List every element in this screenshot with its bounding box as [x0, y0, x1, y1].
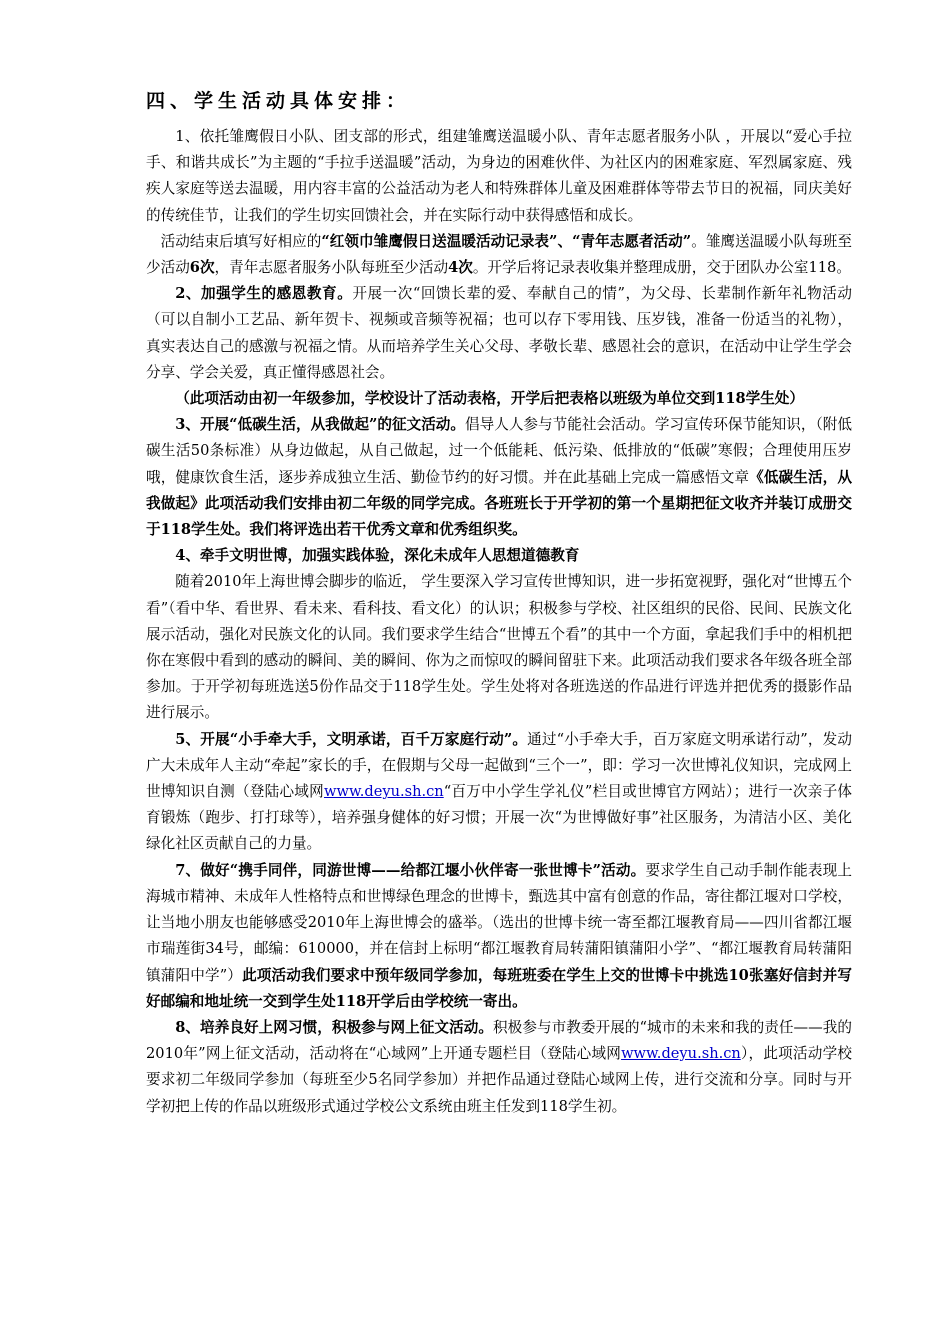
section-heading: 四、学生活动具体安排：	[146, 90, 411, 112]
p8-text-1: 通过“小手牵大手，百万家庭文明承诺行动”，发动广大未成年人主动“牵起”家长的手，在假期与父母一起做到“三个一”，即：学习一次世博礼仪知识，完成网上世博知识自测（登陆心域网	[146, 730, 852, 801]
paragraph-5	[146, 412, 852, 543]
deyu-link-1[interactable]: www.deyu.sh.cn	[323, 783, 444, 801]
paragraph-10	[146, 1015, 852, 1120]
document-page	[146, 84, 852, 1120]
p5-title: 3、开展“低碳生活，从我做起”的征文活动。	[175, 416, 466, 434]
p2-bold-2: 6次	[189, 259, 215, 277]
p9-bold: 此项活动我们要求中预年级同学参加，每班班委在学生上交的世博卡中挑选10张塞好信封并写好邮编和地址统一交到学生处118开学后由学校统一寄出。	[146, 966, 853, 1010]
paragraph-4	[146, 386, 852, 412]
p2-text-4: 。开学后将记录表收集并整理成册，交于团队办公室118。	[472, 259, 851, 277]
p2-bold-3: 4次	[448, 259, 473, 277]
p6-title: 4、牵手文明世博，加强实践体验，深化未成年人思想道德教育	[175, 547, 580, 565]
paragraph-6	[146, 543, 852, 569]
paragraph-7: 随着2010年上海世博会脚步的临近， 学生要深入学习宣传世博知识，进一步拓宽视野，强化对“世博五个看”（看中华、看世界、看未来、看科技、看文化）的认识；积极参与学校、社区组织的民俗、民间、民族文化展示活动，强化对民族文化的认同。我们要求学生结合“世博五个看”的其中一个方面，拿起我们手中的相机把你在寒假中看到的感动的瞬间、美的瞬间、你为之而惊叹的瞬间留驻下来。此项活动我们要求各年级各班全部参加。于开学初每班选送5份作品交于118学生处。学生处将对各班选送的作品进行评选并把优秀的摄影作品进行展示。	[146, 573, 852, 722]
paragraph-8	[146, 727, 852, 858]
p3-title: 2、加强学生的感恩教育。	[175, 285, 353, 303]
p9-title: 7、做好“携手同伴，同游世博——给都江堰小伙伴寄一张世博卡”活动。	[175, 861, 646, 879]
p2-text-3: ，青年志愿者服务小队每班至少活动	[214, 259, 449, 277]
p8-title: 5、开展“小手牵大手，文明承诺，百千万家庭行动”。	[175, 730, 528, 748]
p2-bold-1: “红领巾雏鹰假日送温暖活动记录表”、“青年志愿者活动”	[321, 232, 692, 250]
p9-text: 要求学生自己动手制作能表现上海城市精神、未成年人性格特点和世博绿色理念的世博卡，甄选其中富有创意的作品，寄往都江堰对口学校，让当地小朋友也能够感受2010年上海世博会的盛举。（选出的世博卡统一寄至都江堰教育局——四川省都江堰市瑞莲街34号，邮编：610000，并在信封上标明“都江堰教育局转蒲阳镇蒲阳小学”、“都江堰教育局转蒲阳镇蒲阳中学”）	[146, 861, 852, 984]
p2-text-1: 活动结束后填写好相应的	[160, 232, 322, 250]
paragraph-1: 1、依托雏鹰假日小队、团支部的形式，组建雏鹰送温暖小队、青年志愿者服务小队 ，开展以“爱心手拉手、和谐共成长”为主题的“手拉手送温暖”活动，为身边的困难伙伴、为社区内的困难家庭、军烈属家庭、残疾人家庭等送去温暖，用内容丰富的公益活动为老人和特殊群体儿童及困难群体等带去节日的祝福，同庆美好的传统佳节，让我们的学生切实回馈社会，并在实际行动中获得感悟和成长。	[146, 128, 852, 224]
p2-text-2: 。雏鹰送温暖小队每班至少活动	[146, 232, 852, 277]
p3-text: 开展一次“回馈长辈的爱、奉献自己的情”，为父母、长辈制作新年礼物活动（可以自制小工艺品、新年贺卡、视频或音频等祝福；也可以存下零用钱、压岁钱，准备一份适当的礼物），真实表达自己的感激与祝福之情。从而培养学生关心父母、孝敬长辈、感恩社会的意识，在活动中让学生学会分享、学会关爱，真正懂得感恩社会。	[146, 285, 852, 381]
p5-bold: 《低碳生活，从我做起》此项活动我们安排由初二年级的同学完成。各班班长于开学初的第一个星期把征文收齐并装订成册交于118学生处。我们将评选出若干优秀文章和优秀组织奖。	[146, 468, 852, 539]
p10-text-1: 积极参与市教委开展的“城市的未来和我的责任——我的2010年”网上征文活动，活动将在“心域网”上开通专题栏目（登陆心域网	[146, 1018, 853, 1063]
p10-title: 8、培养良好上网习惯，积极参与网上征文活动。	[175, 1018, 494, 1036]
p8-text-2: “百万中小学生学礼仪”栏目或世博官方网站）；进行一次亲子体育锻炼（跑步、打打球等），培养强身健体的好习惯；开展一次“为世博做好事”社区服务，为清洁小区、美化绿化社区贡献自己的力量。	[146, 783, 852, 853]
p5-text: 倡导人人参与节能社会活动。学习宣传环保节能知识，（附低碳生活50条标准）从身边做起，从自己做起，过一个低能耗、低污染、低排放的“低碳”寒假；合理使用压岁哦，健康饮食生活，逐步养成独立生活、勤俭节约的好习惯。并在此基础上完成一篇感悟文章	[146, 416, 852, 486]
p10-text-2: ），此项活动学校要求初二年级同学参加（每班至少5名同学参加）并把作品通过登陆心域网上传，进行交流和分享。同时与开学初把上传的作品以班级形式通过学校公文系统由班主任发到118学生初。	[146, 1045, 852, 1115]
paragraph-3	[146, 281, 852, 386]
paragraph-2	[146, 229, 852, 281]
p4-note: （此项活动由初一年级参加，学校设计了活动表格，开学后把表格以班级为单位交到118学生处）	[175, 390, 804, 408]
deyu-link-2[interactable]: www.deyu.sh.cn	[621, 1045, 741, 1063]
paragraph-9	[146, 858, 852, 1015]
